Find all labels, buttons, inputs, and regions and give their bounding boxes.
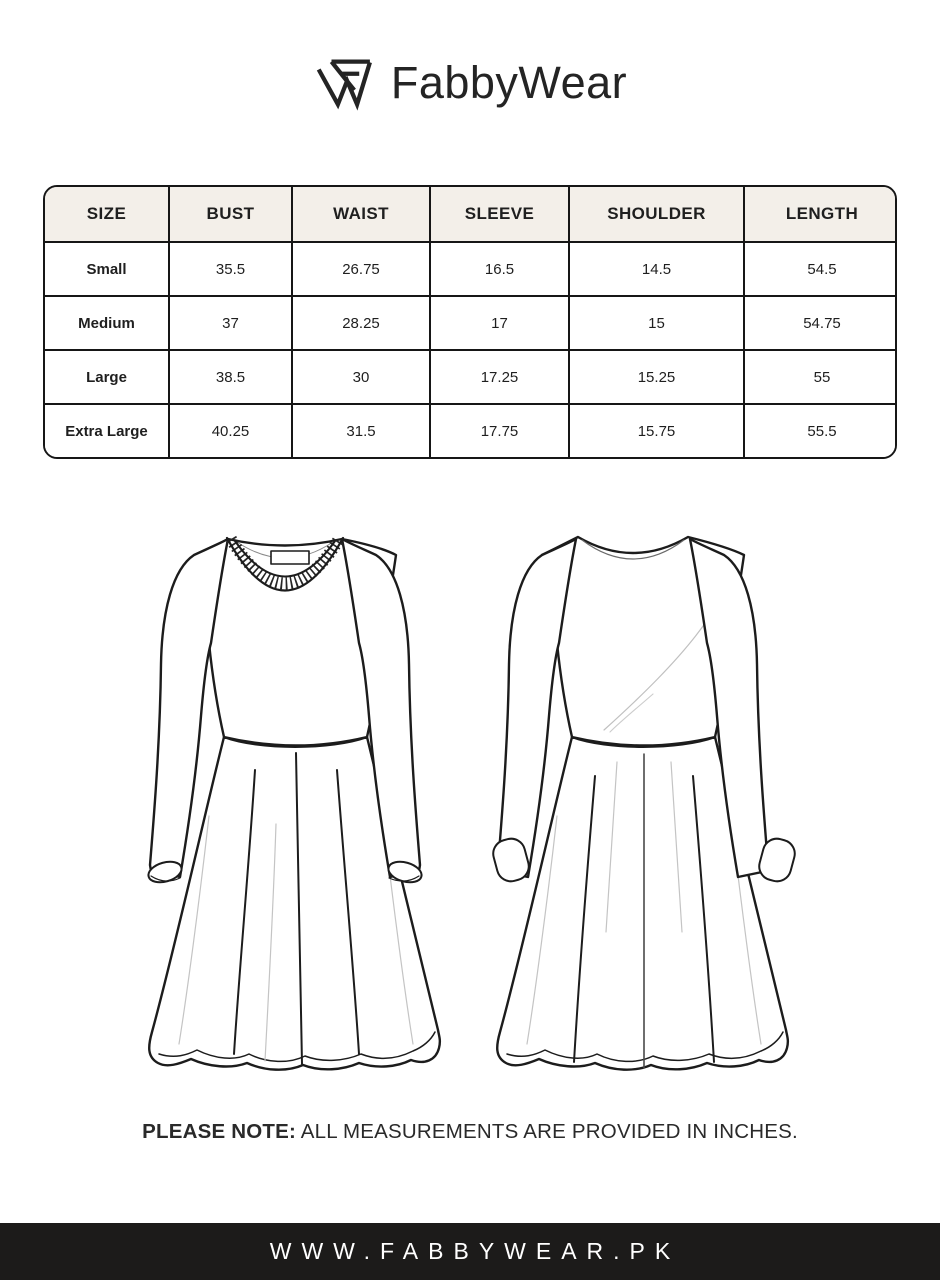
size-row-large [45,350,897,404]
note-text: ALL MEASUREMENTS ARE PROVIDED IN INCHES. [296,1120,798,1143]
column-header-length: LENGTH [744,187,897,242]
measurement-cell: 16.5 [430,242,569,296]
measurement-cell: 26.75 [292,242,430,296]
column-header-waist: WAIST [292,187,430,242]
fw-monogram-icon [313,52,377,114]
dress-front-neck-label [271,551,309,564]
measurement-cell: 37 [169,296,292,350]
size-row-extra-large [45,404,897,457]
size-chart-table-wrapper [43,185,897,459]
footer-bar [0,1223,940,1280]
measurement-cell: 55 [744,350,897,404]
column-header-bust: BUST [169,187,292,242]
size-label: Large [45,350,169,404]
brand-logo [0,52,940,114]
measurement-cell: 15.25 [569,350,744,404]
measurement-cell: 28.25 [292,296,430,350]
size-row-small [45,242,897,296]
size-chart-table [45,187,897,457]
measurement-cell: 17.25 [430,350,569,404]
measurement-cell: 17.75 [430,404,569,457]
measurement-cell: 38.5 [169,350,292,404]
measurement-cell: 14.5 [569,242,744,296]
measurement-note [0,1120,940,1144]
measurement-cell: 35.5 [169,242,292,296]
measurement-cell: 54.75 [744,296,897,350]
size-label: Small [45,242,169,296]
measurement-cell: 55.5 [744,404,897,457]
column-header-shoulder: SHOULDER [569,187,744,242]
measurement-cell: 40.25 [169,404,292,457]
dress-back-sketch [483,524,805,1102]
measurement-cell: 17 [430,296,569,350]
logo-w-stroke [319,62,370,104]
column-header-sleeve: SLEEVE [430,187,569,242]
size-label: Medium [45,296,169,350]
measurement-cell: 15 [569,296,744,350]
brand-name: FabbyWear [390,57,628,108]
dress-illustrations [0,524,940,1102]
footer-website-url: WWW.FABBYWEAR.PK [269,1238,681,1264]
measurement-cell: 31.5 [292,404,430,457]
size-row-medium [45,296,897,350]
note-label: PLEASE NOTE: [142,1120,297,1143]
column-header-size: SIZE [45,187,169,242]
measurement-cell: 30 [292,350,430,404]
measurement-cell: 15.75 [569,404,744,457]
dress-front-sketch [135,524,457,1102]
header-row [45,187,897,242]
size-label: Extra Large [45,404,169,457]
measurement-cell: 54.5 [744,242,897,296]
